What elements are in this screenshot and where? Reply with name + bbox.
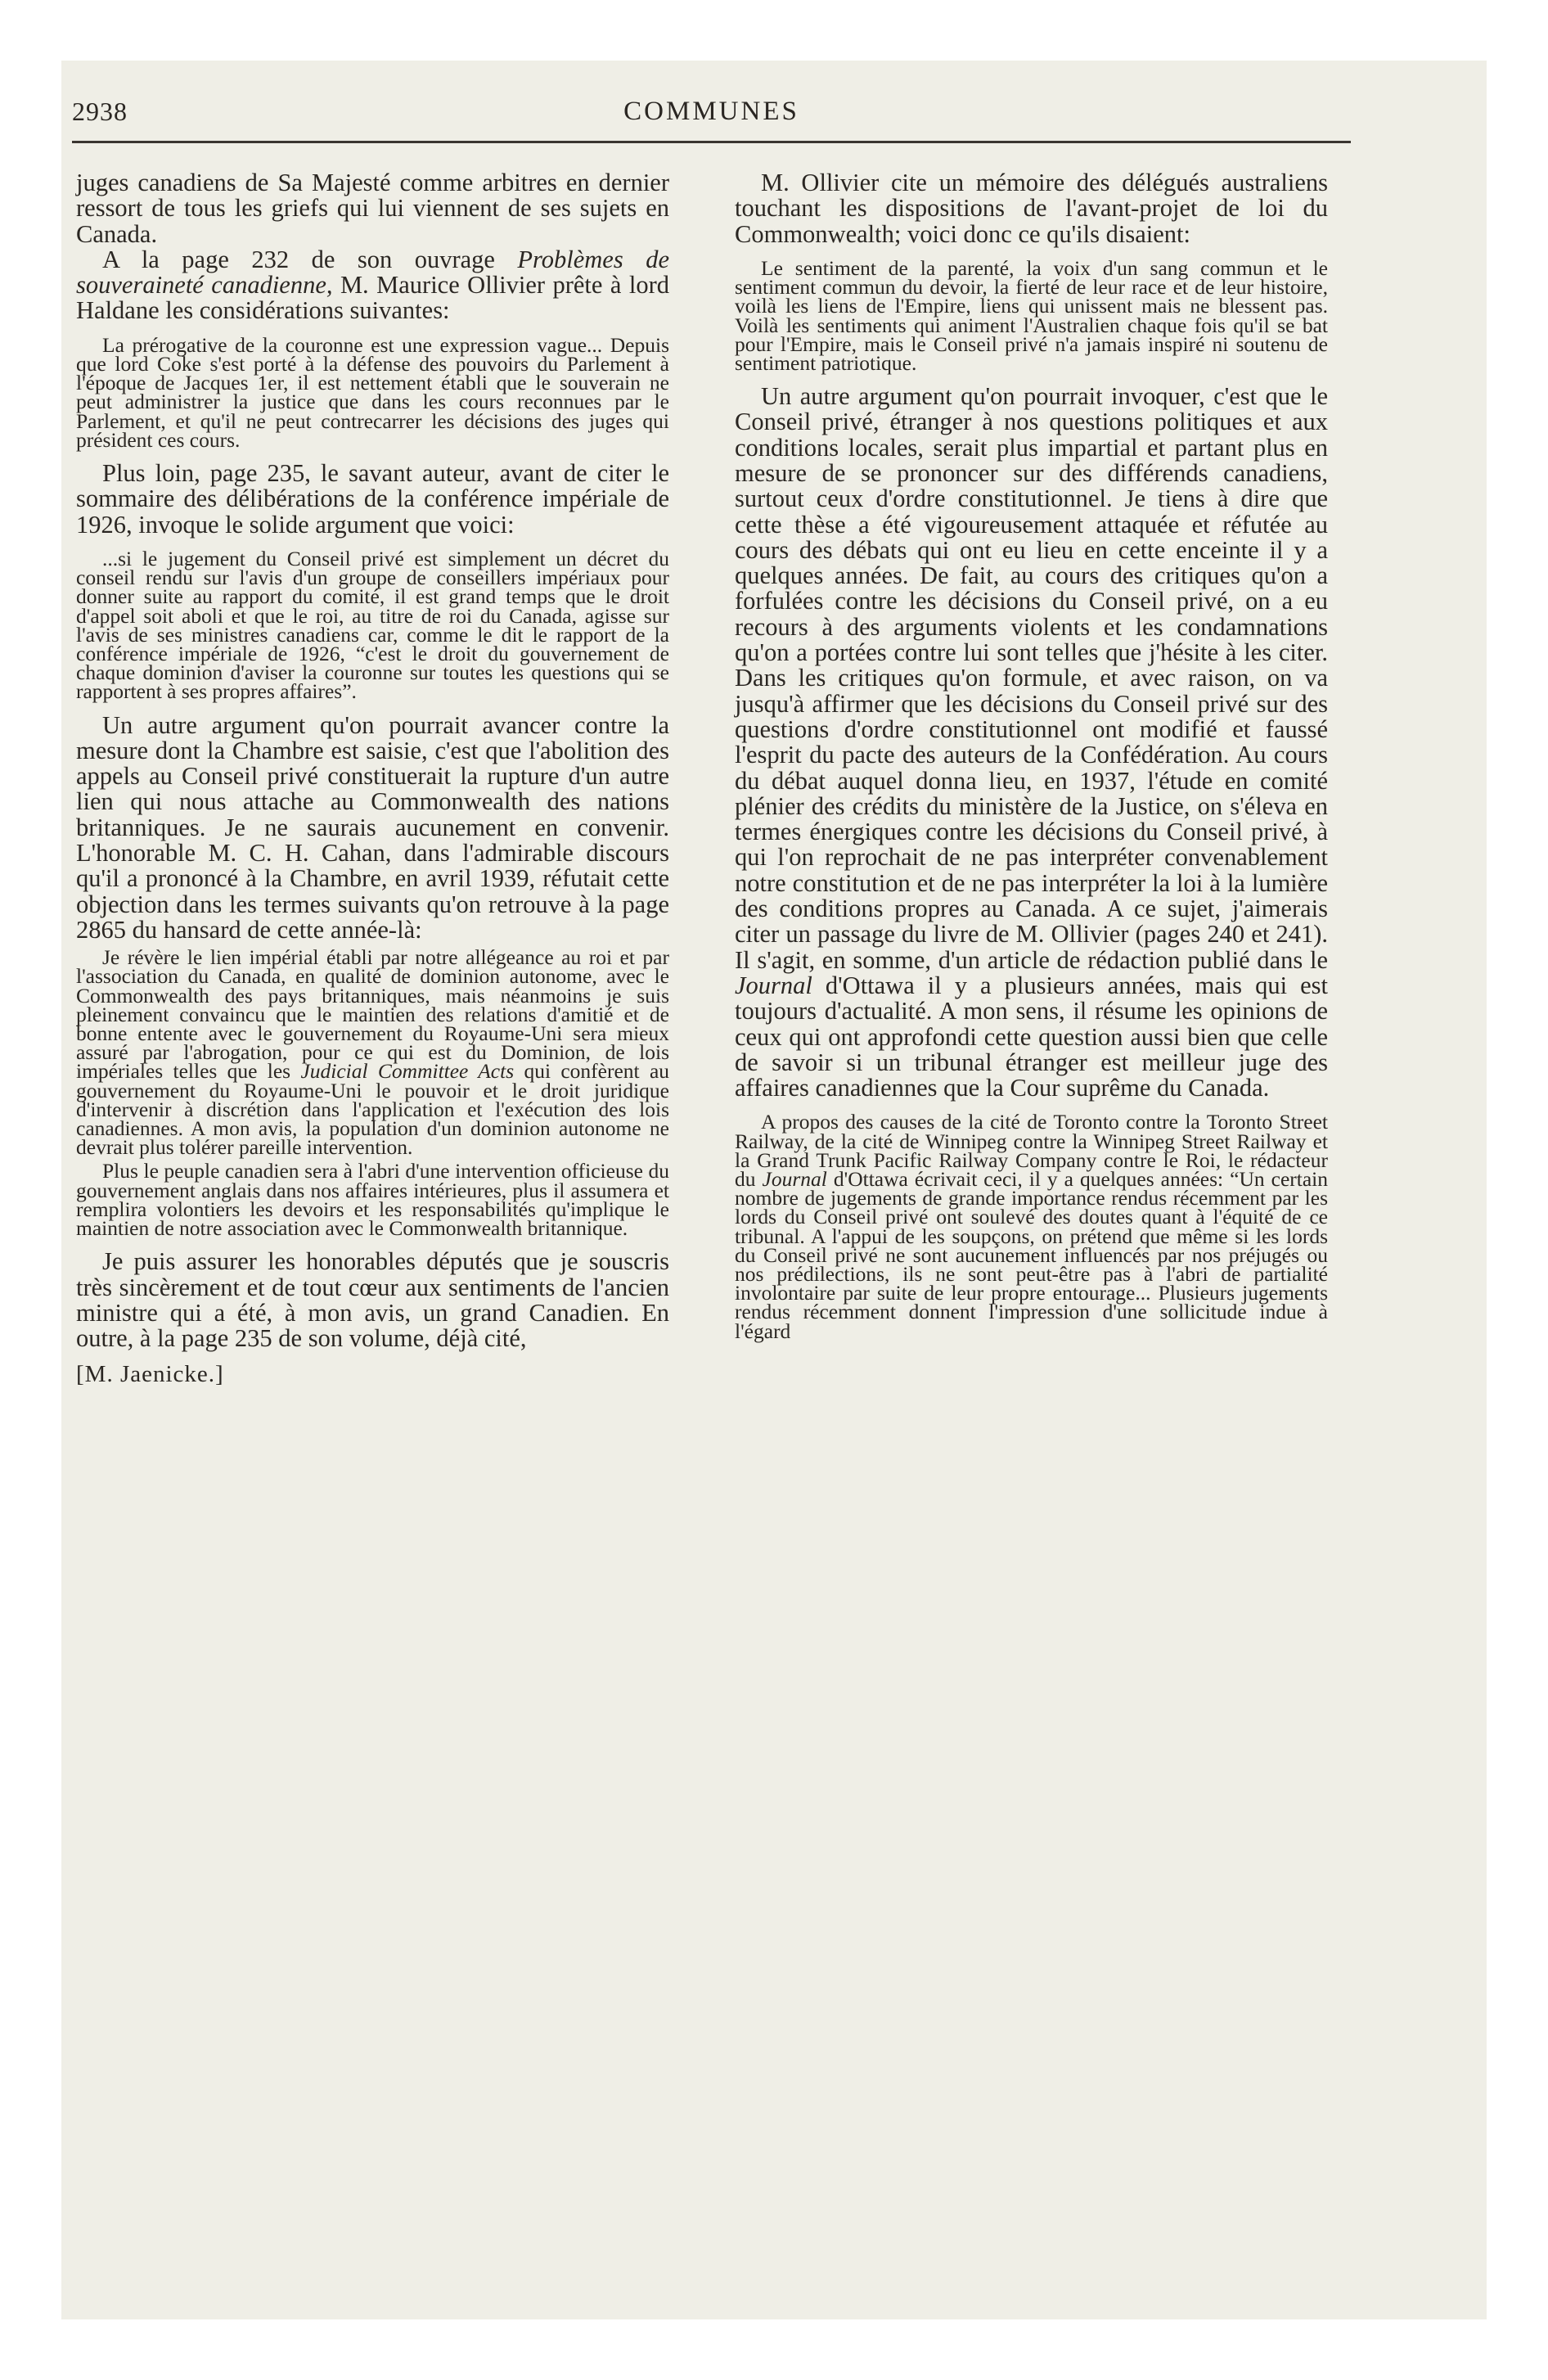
page-header: [72, 97, 1351, 137]
left-quote-2: ...si le jugement du Conseil privé est simplement un décret du conseil rendu sur l'avis d'un groupe de conseillers impériaux pour donner suite au rapport du comité, il est grand temps que le droit d'appel soit aboli et que le roi, au titre de roi du Canada, agisse sur l'avis de ses ministres canadiens car, comme le dit le rapport de la conférence impériale de 1926, “c'est le droit du gouvernement de chaque dominion d'aviser la couronne sur toutes les questions qui se rapportent à ses propres affaires”.: [76, 546, 669, 704]
act-title: Judicial Committee Acts: [300, 1059, 515, 1084]
right-quote-2: [735, 1110, 1328, 1343]
left-quote-3: [76, 945, 670, 1160]
right-column: [735, 170, 1328, 1341]
left-column: [76, 170, 669, 1388]
speaker-signature: [M. Jaenicke.]: [76, 1361, 224, 1388]
left-quote-4: Plus le peuple canadien sera à l'abri d'une intervention officieuse du gouvernement anglais dans nos affaires intérieures, plus il assumera et remplira volontiers les devoirs et les responsabilités qu'implique le maintien de notre association avec le Commonwealth britannique.: [76, 1159, 669, 1241]
left-quote-1: La prérogative de la couronne est une expression vague... Depuis que lord Coke s'est porté à la défense des pouvoirs du Parlement à l'époque de Jacques 1er, il est nettement établi que le souverain ne peut administrer la justice que dans les cours reconnues par le Parlement, et qu'il ne peut contrecarrer les décisions des juges qui président ces cours.: [76, 332, 669, 452]
right-quote-2-text-a: A propos des causes de la cité de Toronto contre la Toronto Street Railway, de la cité de Winnipeg contre la Winnipeg Street Railway et la Grand Trunk Pacific Railway Company contre le Roi, le rédacteur du: [735, 1110, 1328, 1192]
left-paragraph-2: [76, 247, 669, 324]
newspaper-title: Journal: [735, 971, 812, 999]
right-paragraph-2-text-a: Un autre argument qu'on pourrait invoquer, c'est que le Conseil privé, étranger à nos questions politiques et aux conditions locales, serait plus impartial et partant plus en mesure de se prononcer sur des différends canadiens, surtout ceux d'ordre constitutionnel. Je tiens à dire que cette thèse a été vigoureusement attaquée et réfutée au cours des débats qui ont eu lieu en cette enceinte il y a quelques années. De fait, au cours des critiques qu'on a forfulées contre les décisions du Conseil privé, on a eu recours à des arguments violents et les condamnations qu'on a portées contre lui sont telles que j'hésite à les citer. Dans les critiques qu'on formule, et avec raison, on va jusqu'à affirmer que les décisions du Conseil privé sur des questions d'ordre constitutionnel ont modifié et faussé l'esprit du pacte des auteurs de la Confédération. Au cours du débat auquel donna lieu, en 1937, l'étude en comité plénier des crédits du ministère de la Justice, on s'éleva en termes énergiques contre les décisions du Conseil privé, à qui l'on reprochait de ne pas interpréter convenablement notre constitution et de ne pas interpréter la loi à la lumière des conditions propres au Canada. A ce sujet, j'aimerais citer un passage du livre de M. Ollivier (pages 240 et 241). Il s'agit, en somme, d'un article de rédaction publié dans le: [735, 382, 1328, 974]
right-paragraph-2-text-b: d'Ottawa il y a plusieurs années, mais qui est toujours d'actualité. A mon sens, il résume les opinions de ceux qui ont approfondi cette question aussi bien que celle de savoir si un tribunal étranger est meilleur juge des affaires canadiennes que la Cour suprême du Canada.: [735, 971, 1328, 1102]
left-quote-3-text-a: Je révère le lien impérial établi par notre allégeance au roi et par l'association du Canada, en qualité de dominion autonome, avec le Commonwealth des pays britanniques, mais néanmoins je suis pleinement convaincu que le maintien des relations d'amitié et de bonne entente avec le gouvernement du Royaume-Uni sera mieux assuré par l'abrogation, pour ce qui est du Dominion, de lois impériales telles que les: [76, 945, 669, 1084]
running-title: COMMUNES: [623, 97, 799, 126]
right-paragraph-1: M. Ollivier cite un mémoire des délégués australiens touchant les dispositions de l'avant-projet de loi du Commonwealth; voici donc ce qu'ils disaient:: [735, 169, 1328, 248]
right-paragraph-2: [735, 384, 1328, 1101]
page-number: 2938: [72, 97, 128, 126]
left-paragraph-2-text-b: M. Maurice Ollivier prête à lord Haldane les considérations suivantes:: [76, 271, 669, 325]
book-title: Problèmes de souveraineté canadienne,: [76, 245, 669, 300]
left-paragraph-4: Un autre argument qu'on pourrait avancer contre la mesure dont la Chambre est saisie, c'est que l'abolition des appels au Conseil privé constituerait la rupture d'un autre lien qui nous attache au Commonwealth des nations britanniques. Je ne saurais aucunement en convenir. L'honorable M. C. H. Cahan, dans l'admirable discours qu'il a prononcé à la Chambre, en avril 1939, réfutait cette objection dans les termes suivants qu'on retrouve à la page 2865 du hansard de cette année-là:: [76, 710, 669, 944]
left-paragraph-2-text-a: A la page 232 de son ouvrage: [102, 245, 518, 273]
right-quote-2-text-b: d'Ottawa écrivait ceci, il y a quelques années: “Un certain nombre de jugements de grande importance rendus récemment par les lords du Conseil privé ont soulevé des doutes quant à l'équité de ce tribunal. A l'appui de les soupçons, on prétend que même si les lords du Conseil privé ne sont aucunement influencés par nos préjugés ou nos prédilections, ils ne sont peut-être pas à l'abri de partialité involontaire par suite de leur propre entourage... Plusieurs jugements rendus récemment donnent l'impression d'une sollicitude indue à l'égard: [735, 1167, 1328, 1343]
left-paragraph-1: juges canadiens de Sa Majesté comme arbitres en dernier ressort de tous les griefs qui lui viennent de ses sujets en Canada.: [76, 169, 669, 248]
right-quote-1: Le sentiment de la parenté, la voix d'un sang commun et le sentiment commun du devoir, la fierté de leur race et de leur histoire, voilà les liens de l'Empire, liens qui unissent mais ne blessent pas. Voilà les sentiments qui animent l'Australien chaque fois qu'il se bat pour l'Empire, mais le Conseil privé n'a jamais inspiré ni soutenu de sentiment patriotique.: [735, 255, 1328, 375]
newspaper-title-2: Journal: [762, 1167, 827, 1192]
header-rule: [72, 141, 1351, 143]
left-quote-3-text-b: qui confèrent au gouvernement du Royaume-Uni le pouvoir et le droit juridique d'intervenir à discrétion dans l'application et l'exécution des lois canadiennes. A mon avis, la population d'un dominion autonome ne devrait plus tolérer pareille intervention.: [76, 1059, 670, 1160]
left-paragraph-3: Plus loin, page 235, le savant auteur, avant de citer le sommaire des délibérations de la conférence impériale de 1926, invoque le solide argument que voici:: [76, 459, 669, 539]
left-paragraph-5: Je puis assurer les honorables députés que je souscris très sincèrement et de tout cœur aux sentiments de l'ancien ministre qui a été, à mon avis, un grand Canadien. En outre, à la page 235 de son volume, déjà cité,: [76, 1247, 669, 1353]
